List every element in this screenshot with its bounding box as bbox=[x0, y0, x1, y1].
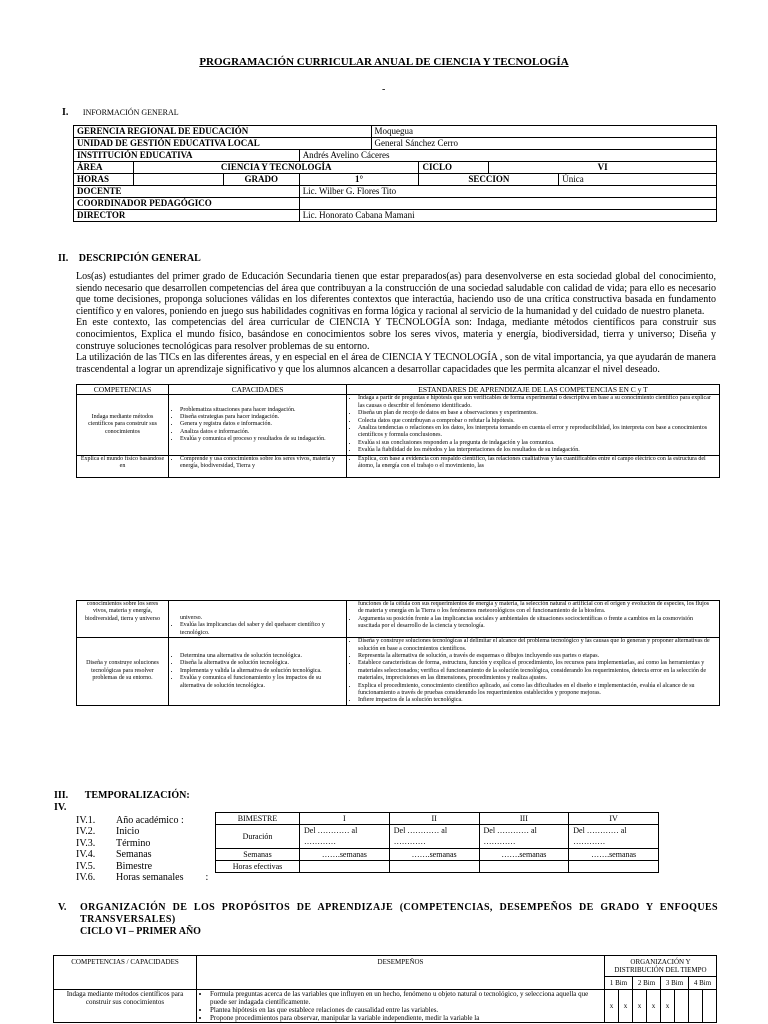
iv-colon: : bbox=[205, 872, 209, 884]
horas-value bbox=[133, 174, 223, 186]
mark-cell bbox=[675, 990, 689, 1023]
header-competencias-capacidades: COMPETENCIAS / CAPACIDADES bbox=[54, 956, 197, 990]
mark-cell: x bbox=[661, 990, 675, 1023]
hours-cell bbox=[479, 861, 569, 873]
section-5-sub: CICLO VI – PRIMER AÑO bbox=[80, 926, 201, 937]
list-item bbox=[76, 826, 208, 837]
section-5-number: V. bbox=[58, 902, 67, 913]
header-desempenos: DESEMPEÑOS bbox=[197, 956, 605, 990]
list-item: • Problematiza situaciones para hacer indagación. bbox=[180, 407, 343, 414]
list-item: • Determina una alternativa de solución tecnológica. bbox=[180, 653, 343, 660]
capacity-continued: universo. bbox=[180, 615, 203, 621]
table-row bbox=[77, 395, 720, 455]
competence-name: Indaga mediante métodos científicos para construir sus conocimientos bbox=[54, 990, 197, 1023]
bim-header: 1 Bim bbox=[605, 977, 633, 990]
list-item bbox=[76, 815, 208, 826]
iv-number: IV.5. bbox=[76, 860, 96, 872]
iv-number: IV.3. bbox=[76, 837, 96, 849]
duration-cell: Del ………… al ………… bbox=[300, 825, 390, 849]
section-1-heading bbox=[62, 107, 179, 118]
ugel-label: UNIDAD DE GESTIÓN EDUCATIVA LOCAL bbox=[74, 138, 372, 150]
organization-table bbox=[53, 955, 717, 1023]
hours-cell bbox=[300, 861, 390, 873]
list-item: • Colecta datos que contribuyan a comprobar o refutar la hipótesis. bbox=[358, 418, 716, 425]
weeks-cell: …….semanas bbox=[569, 849, 659, 861]
competencies-table-part2 bbox=[76, 600, 720, 706]
info-table bbox=[73, 125, 717, 222]
list-item bbox=[76, 861, 208, 872]
iv-label: Bimestre bbox=[116, 860, 153, 872]
list-item: • Formula preguntas acerca de las variables que influyen en un hecho, fenómeno u objeto natural o tecnológico, y selecciona aquella que puede ser indagada científicamente. bbox=[210, 990, 601, 1006]
bimestre-header: BIMESTRE bbox=[216, 813, 300, 825]
table-row bbox=[54, 990, 717, 1023]
list-item bbox=[76, 872, 208, 883]
mark-cell: x bbox=[619, 990, 633, 1023]
list-item: • Evalúa y comunica el proceso y resultados de su indagación. bbox=[180, 436, 343, 443]
temporalization-table bbox=[215, 812, 659, 873]
bim-header: I bbox=[300, 813, 390, 825]
list-item: • Plantea hipótesis en las que establece relaciones de causalidad entre las variables. bbox=[210, 1006, 601, 1014]
mark-cell: x bbox=[633, 990, 647, 1023]
iv-number: IV.1. bbox=[76, 815, 96, 826]
list-item: • Indaga a partir de preguntas e hipótesis que son verificables de forma experimental o descriptiva en base a su conocimiento científico para explicar las causas o describir el fenómeno identificado. bbox=[358, 395, 716, 410]
description-paragraph: Los(as) estudiantes del primer grado de Educación Secundaria tienen que estar preparados(as) para desenvolverse en esta sociedad global del conocimiento, siendo necesario que desarrollen competencias del área que contribuyan a la construcción de una sociedad saludable con calidad de vida; para ello es necesario que tome decisiones, proponga soluciones válidas en los diferentes contextos que interactúa, haciendo uso de una crítica constructiva basada en fundamento científico y en valores, poniendo en juego sus habilidades cognitivas en forma lógica y racional al servicio de la humanidad y del cuidado de nuestro planeta. bbox=[76, 271, 716, 317]
table-row bbox=[77, 455, 720, 477]
section-2-heading bbox=[58, 253, 201, 264]
iv-label: Semanas bbox=[116, 849, 152, 861]
bim-header: III bbox=[479, 813, 569, 825]
area-label: ÁREA bbox=[74, 162, 134, 174]
competence-name: Explica el mundo físico basándose en bbox=[77, 455, 169, 477]
list-item: • Argumenta su posición frente a las implicancias sociales y ambientales de situaciones sociocientíficas o frente a cambios en la cosmovisión suscitada por el desarrollo de la ciencia y tecnología. bbox=[358, 616, 716, 631]
standard-continued: funciones de la célula con sus requerimientos de energía y materia, la selección natural o artificial con el origen y evolución de especies, los flujos de materia y energía en la Tierra o los fenómenos meteorológicos con el funcionamiento de la biosfera. bbox=[358, 601, 710, 615]
list-item: • Evalúa las implicancias del saber y del quehacer científico y tecnológico. bbox=[180, 622, 343, 637]
iv-number: IV.6. bbox=[76, 872, 96, 884]
weeks-cell: …….semanas bbox=[300, 849, 390, 861]
horas-label: HORAS bbox=[74, 174, 134, 186]
competencies-table-part1 bbox=[76, 384, 720, 478]
grado-label: GRADO bbox=[223, 174, 299, 186]
gerencia-label: GERENCIA REGIONAL DE EDUCACIÓN bbox=[74, 126, 372, 138]
duration-cell: Del ………… al ………… bbox=[569, 825, 659, 849]
list-item: • Explica el procedimiento, conocimiento científico aplicado, así como las dificultades en el diseño e implementación, evalúa el alcance de su funcionamiento a través de pruebas considerando los requerimientos establecidos y propone mejoras. bbox=[358, 683, 716, 698]
hours-cell bbox=[569, 861, 659, 873]
grado-value: 1° bbox=[299, 174, 419, 186]
bim-header: II bbox=[389, 813, 479, 825]
duration-cell: Del ………… al ………… bbox=[389, 825, 479, 849]
list-item: • Establece características de forma, estructura, función y explica el procedimiento, los recursos para implementarlas, así como las herramientas y materiales seleccionados; verifica el funcionamiento de la solución tecnológica, considerando los requerimientos, detecta error en la selección de materiales, imprecisiones en las dimensiones, procedimientos y realiza ajustes. bbox=[358, 660, 716, 682]
iv-number: IV.2. bbox=[76, 826, 96, 838]
ciclo-label: CICLO bbox=[419, 162, 489, 174]
ugel-value: General Sánchez Cerro bbox=[371, 138, 716, 150]
competence-name: Diseña y construye soluciones tecnológicas para resolver problemas de su entorno. bbox=[77, 638, 169, 706]
duration-cell: Del ………… al ………… bbox=[479, 825, 569, 849]
competence-name: Indaga mediante métodos científicos para construir sus conocimientos bbox=[77, 395, 169, 455]
list-item: • Evalúa la fiabilidad de los métodos y las interpretaciones de los resultados de su indagación. bbox=[358, 447, 716, 454]
list-item: • Analiza tendencias o relaciones en los datos, los interpreta tomando en cuenta el error y reproducibilidad, los interpreta con base a conocimientos científicos y formula conclusiones. bbox=[358, 425, 716, 440]
seccion-value: Única bbox=[559, 174, 717, 186]
section-5-heading bbox=[58, 902, 718, 938]
iv-list bbox=[76, 815, 208, 883]
weeks-cell: …….semanas bbox=[389, 849, 479, 861]
seccion-label: SECCION bbox=[419, 174, 559, 186]
semanas-label: Semanas bbox=[216, 849, 300, 861]
iv-label: Año académico : bbox=[116, 815, 184, 826]
docente-label: DOCENTE bbox=[74, 186, 300, 198]
description-paragraph: La utilización de las TICs en las diferentes áreas, y en especial en el área de CIENCIA Y TECNOLOGÍA , son de vital importancia, ya que ayudarán de manera trascendental a lograr un aprendizaje significativo y que los alumnos alcancen a desarrollar capacidades que les permita alcanzar el nivel deseado. bbox=[76, 352, 716, 375]
mark-cell bbox=[689, 990, 703, 1023]
list-item: • Representa la alternativa de solución, a través de esquemas o dibujos incluyendo sus partes o etapas. bbox=[358, 653, 716, 660]
section-4-number: IV. bbox=[54, 802, 67, 813]
list-item: • Analiza datos e información. bbox=[180, 429, 343, 436]
area-value: CIENCIA Y TECNOLOGÍA bbox=[133, 162, 419, 174]
section-5-label: ORGANIZACIÓN DE LOS PROPÓSITOS DE APRENDIZAJE (COMPETENCIAS, DESEMPEÑOS DE GRADO Y ENFOQUES TRANSVERSALES) bbox=[80, 902, 718, 925]
list-item bbox=[76, 838, 208, 849]
iv-label: Inicio bbox=[116, 826, 140, 838]
page-title: PROGRAMACIÓN CURRICULAR ANUAL DE CIENCIA Y TECNOLOGÍA bbox=[199, 56, 569, 68]
weeks-cell: …….semanas bbox=[479, 849, 569, 861]
list-item: • Diseña un plan de recojo de datos en base a observaciones y experimentos. bbox=[358, 410, 716, 417]
ie-value: Andrés Avelino Cáceres bbox=[299, 150, 716, 162]
section-2-number: II. bbox=[58, 253, 69, 264]
list-item: • Evalúa y comunica el funcionamiento y los impactos de su alternativa de solución tecnológica. bbox=[180, 675, 343, 690]
duracion-label: Duración bbox=[216, 825, 300, 849]
list-item: • Propone procedimientos para observar, manipular la variable independiente, medir la variable la bbox=[210, 1014, 601, 1022]
table-row bbox=[77, 601, 720, 638]
coordinador-label: COORDINADOR PEDAGÓGICO bbox=[74, 198, 300, 210]
list-item: • Evalúa si sus conclusiones responden a la pregunta de indagación y las comunica. bbox=[358, 440, 716, 447]
header-capacidades: CAPACIDADES bbox=[169, 385, 347, 395]
section-3-label: TEMPORALIZACIÓN: bbox=[84, 790, 190, 801]
header-estandares: ESTANDARES DE APRENDIZAJE DE LAS COMPETENCIAS EN C y T bbox=[347, 385, 720, 395]
header-competencias: COMPETENCIAS bbox=[77, 385, 169, 395]
bim-header: 4 Bim bbox=[689, 977, 717, 990]
director-label: DIRECTOR bbox=[74, 210, 300, 222]
mark-cell: x bbox=[605, 990, 619, 1023]
list-item: • Diseña y construye soluciones tecnológicas al delimitar el alcance del problema tecnológico y las causas que lo generan y proponer alternativas de solución en base a conocimientos científicos. bbox=[358, 638, 716, 653]
list-item: • Comprende y usa conocimientos sobre los seres vivos, materia y energía, biodiversidad, Tierra y bbox=[180, 456, 343, 471]
bim-header: 3 Bim bbox=[661, 977, 689, 990]
docente-value: Lic. Wilber G. Flores Tito bbox=[299, 186, 716, 198]
iv-label: Término bbox=[116, 837, 151, 849]
list-item: • Genera y registra datos e información. bbox=[180, 421, 343, 428]
hours-cell bbox=[389, 861, 479, 873]
ie-label: INSTITUCIÓN EDUCATIVA bbox=[74, 150, 300, 162]
description bbox=[76, 271, 716, 375]
bim-header: 2 Bim bbox=[633, 977, 661, 990]
list-item: • Diseña la alternativa de solución tecnológica. bbox=[180, 660, 343, 667]
mark-cell bbox=[703, 990, 717, 1023]
list-item: • Infiere impactos de la solución tecnológica. bbox=[358, 697, 716, 704]
section-1-label: INFORMACIÓN GENERAL bbox=[82, 108, 179, 117]
header-organizacion: ORGANIZACIÓN Y DISTRIBUCIÓN DEL TIEMPO bbox=[605, 956, 717, 977]
section-1-number: I. bbox=[62, 107, 69, 118]
description-paragraph: En este contexto, las competencias del área curricular de CIENCIA Y TECNOLOGÍA son: Indaga, mediante métodos científicos para construir sus conocimientos, Explica el mundo físico, basándose en conocimientos sobre los seres vivos, materia y energía, biodiversidad, tierra y universo; Diseña y construye soluciones tecnológicas para resolver problemas de su entorno. bbox=[76, 317, 716, 352]
gerencia-value: Moquegua bbox=[371, 126, 716, 138]
list-item: • Diseña estrategias para hacer indagación. bbox=[180, 414, 343, 421]
ciclo-value: VI bbox=[489, 162, 717, 174]
iv-label: Horas semanales bbox=[116, 872, 184, 884]
section-3-number: III. bbox=[54, 790, 69, 801]
bim-header: IV bbox=[569, 813, 659, 825]
iv-number: IV.4. bbox=[76, 849, 96, 861]
section-2-label: DESCRIPCIÓN GENERAL bbox=[78, 253, 201, 264]
horas-efectivas-label: Horas efectivas bbox=[216, 861, 300, 873]
section-3-heading bbox=[54, 790, 190, 801]
dash: - bbox=[382, 84, 386, 95]
competence-name: conocimientos sobre los seres vivos, materia y energía, biodiversidad, tierra y universo bbox=[77, 601, 169, 638]
mark-cell: x bbox=[647, 990, 661, 1023]
list-item bbox=[76, 849, 208, 860]
director-value: Lic. Honorato Cabana Mamani bbox=[299, 210, 716, 222]
table-row bbox=[77, 638, 720, 706]
coordinador-value bbox=[299, 198, 716, 210]
list-item: • Implementa y valida la alternativa de solución tecnológica. bbox=[180, 668, 343, 675]
list-item: • Explica, con base a evidencia con respaldo científico, las relaciones cualitativas y las cuantificables entre el campo eléctrico con la estructura del átomo, la energía con el trabajo o el movimiento, las bbox=[358, 456, 716, 471]
